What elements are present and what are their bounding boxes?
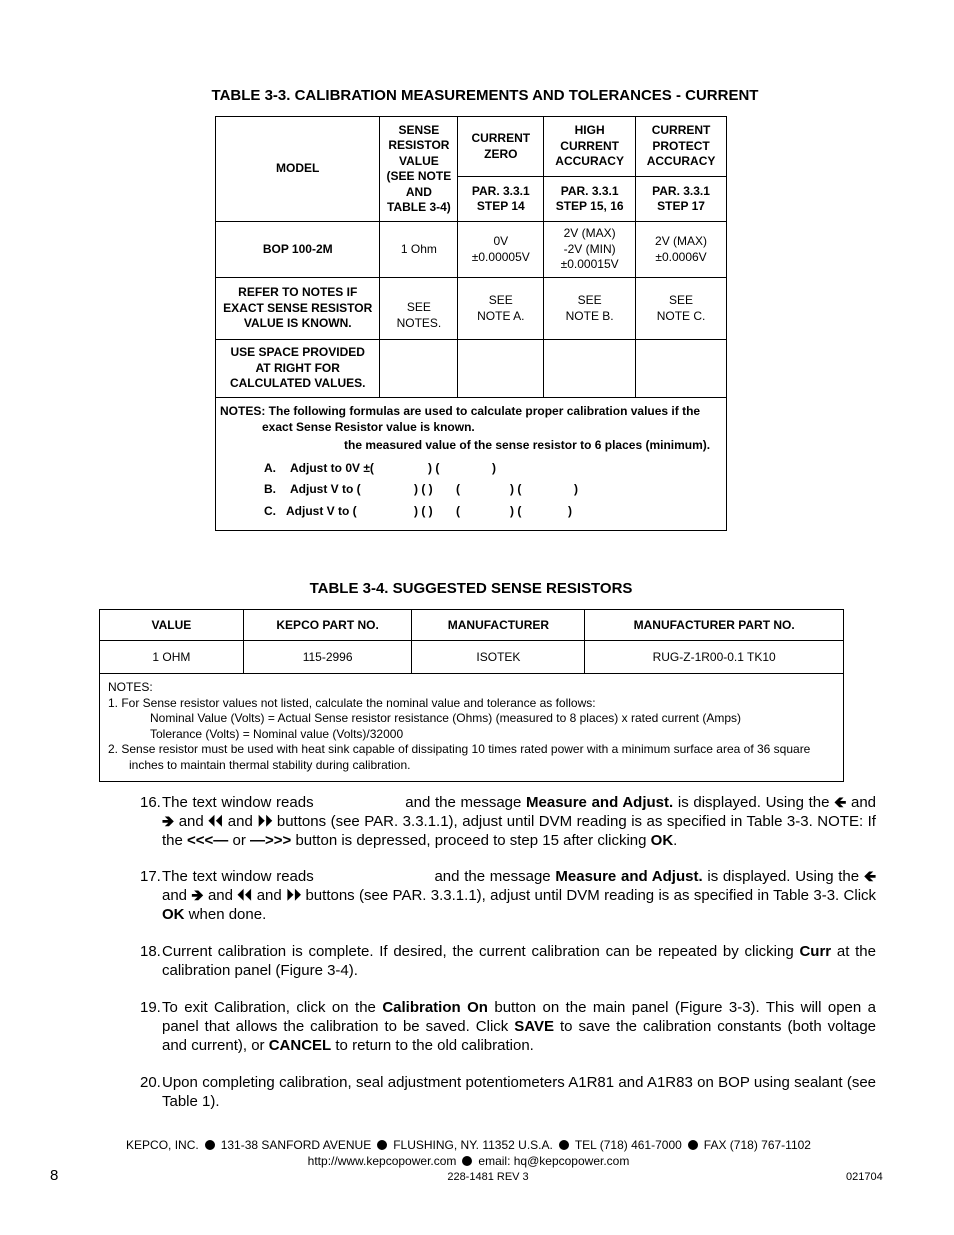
formula-notes <box>216 398 727 531</box>
header-high-current: HIGH CURRENT ACCURACY <box>544 117 636 177</box>
page-number: 8 <box>50 1167 59 1184</box>
model-cell: BOP 100-2M <box>216 222 380 278</box>
bullet-icon <box>377 1140 387 1150</box>
document-date: 021704 <box>846 1171 883 1183</box>
document-number: 228-1481 REV 3 <box>447 1171 529 1183</box>
resistor-notes: NOTES: 1. For Sense resistor values not listed, calculate the nominal value and tolerance as follows: Nominal Value (Volts) = Actual Sense resistor resistance (Ohms) (measured to 8 places) x rated current (Amps) Tolerance (Volts) = Nominal value (Volts)/32000 2. Sense resistor must be used with heat sink capable of dissipating 10 times rated power with a minimum surface area of 36 square inches to maintain thermal stability during calibration. <box>100 674 844 782</box>
formula-b: B. Adjust V to ( ) ( ) ( ) ( ) <box>264 481 578 496</box>
notes-line-3: the measured value of the sense resistor to 6 places (minimum). <box>344 438 711 452</box>
table-3-4 <box>99 609 844 782</box>
bullet-icon <box>205 1140 215 1150</box>
see-notes-cell: SEE NOTES. <box>380 278 458 340</box>
see-note-b-cell: SEE NOTE B. <box>544 278 636 340</box>
right-arrow-icon: 🡺 <box>191 887 204 904</box>
header-current-protect: CURRENT PROTECT ACCURACY <box>636 117 727 177</box>
header-model: MODEL <box>216 117 380 222</box>
left-arrow-icon: 🡸 <box>863 868 877 885</box>
right-arrow-icon: 🡺 <box>162 813 175 830</box>
blank-cell-4 <box>636 340 727 398</box>
zero-value-cell: 0V ±0.00005V <box>458 222 544 278</box>
formula-c: C. Adjust V to ( ) ( ) ( ) ( ) <box>264 503 572 518</box>
col-manufacturer-part: MANUFACTURER PART NO. <box>585 610 844 641</box>
bullet-icon <box>462 1156 472 1166</box>
col-manufacturer: MANUFACTURER <box>412 610 585 641</box>
step-17: 17. The text window reads and the message Measure and Adjust. is displayed. Using the 🡸 and 🡺 and ⏴⏴ and ⏵⏵ buttons (see PAR. 3.3.1.1), adjust until DVM reading is as specified in Table 3-3. Click OK when done. <box>140 868 877 923</box>
step-18: 18. Current calibration is complete. If desired, the current calibration can be repeated by clicking Curr at the calibration panel (Figure 3-4). <box>140 943 876 979</box>
formula-a: A. Adjust to 0V ±( ) ( ) <box>264 460 496 475</box>
notes-line-2: exact Sense Resistor value is known. <box>262 419 475 434</box>
step-16: 16. The text window reads and the message Measure and Adjust. is displayed. Using the 🡸 and 🡺 and ⏴⏴ and ⏵⏵ buttons (see PAR. 3.3.1.1), adjust until DVM reading is as specified in Table 3-3. NOTE: If the <<<— or —>>> button is depressed, proceed to step 15 after clicking OK. <box>140 794 877 849</box>
notes-line-1: NOTES: The following formulas are used to calculate proper calibration values if the <box>220 404 701 418</box>
par-high: PAR. 3.3.1 STEP 15, 16 <box>544 177 636 222</box>
par-protect: PAR. 3.3.1 STEP 17 <box>636 177 727 222</box>
cell-value: 1 OHM <box>100 641 244 674</box>
calculated-values-cell: USE SPACE PROVIDED AT RIGHT FOR CALCULATED VALUES. <box>216 340 380 398</box>
col-value: VALUE <box>100 610 244 641</box>
col-kepco-part: KEPCO PART NO. <box>243 610 412 641</box>
email-link[interactable]: email: hq@kepcopower.com <box>478 1154 630 1168</box>
footer-address-line: KEPCO, INC. 131-38 SANFORD AVENUE FLUSHING, NY. 11352 U.S.A. TEL (718) 461-7000 FAX (718) 767-1102 <box>126 1138 811 1152</box>
fast-forward-icon: ⏵⏵ <box>286 887 302 904</box>
bullet-icon <box>688 1140 698 1150</box>
fast-forward-icon: ⏵⏵ <box>257 813 273 830</box>
table-3-3-title: TABLE 3-3. CALIBRATION MEASUREMENTS AND TOLERANCES - CURRENT <box>211 87 759 104</box>
protect-value-cell: 2V (MAX) ±0.0006V <box>636 222 727 278</box>
table-3-4-title: TABLE 3-4. SUGGESTED SENSE RESISTORS <box>309 580 633 597</box>
see-note-c-cell: SEE NOTE C. <box>636 278 727 340</box>
cell-kepco-part: 115-2996 <box>243 641 412 674</box>
footer-contact-line <box>0 1154 937 1168</box>
cell-manufacturer: ISOTEK <box>412 641 585 674</box>
table-3-3 <box>215 116 727 531</box>
step-19: 19. To exit Calibration, click on the Calibration On button on the main panel (Figure 3-3). This will open a panel that allows the calibration to be saved. Click SAVE to save the calibration constants (both voltage and current), or CANCEL to return to the old calibration. <box>140 999 877 1054</box>
blank-cell-1 <box>380 340 458 398</box>
website-link[interactable]: http://www.kepcopower.com <box>307 1154 457 1168</box>
bullet-icon <box>559 1140 569 1150</box>
blank-cell-2 <box>458 340 544 398</box>
par-zero: PAR. 3.3.1 STEP 14 <box>458 177 544 222</box>
header-current-zero: CURRENT ZERO <box>458 117 544 177</box>
rewind-icon: ⏴⏴ <box>237 887 253 904</box>
step-20: 20. Upon completing calibration, seal adjustment potentiometers A1R81 and A1R83 on BOP using sealant (see Table 1). <box>140 1074 876 1110</box>
see-note-a-cell: SEE NOTE A. <box>458 278 544 340</box>
left-arrow-icon: 🡸 <box>834 794 847 811</box>
header-sense-resistor: SENSE RESISTOR VALUE (SEE NOTE AND TABLE 3-4) <box>380 117 458 222</box>
rewind-icon: ⏴⏴ <box>208 813 224 830</box>
high-value-cell: 2V (MAX) -2V (MIN) ±0.00015V <box>544 222 636 278</box>
refer-notes-cell: REFER TO NOTES IF EXACT SENSE RESISTOR VALUE IS KNOWN. <box>216 278 380 340</box>
blank-cell-3 <box>544 340 636 398</box>
sense-value-cell: 1 Ohm <box>380 222 458 278</box>
cell-manufacturer-part: RUG-Z-1R00-0.1 TK10 <box>585 641 844 674</box>
